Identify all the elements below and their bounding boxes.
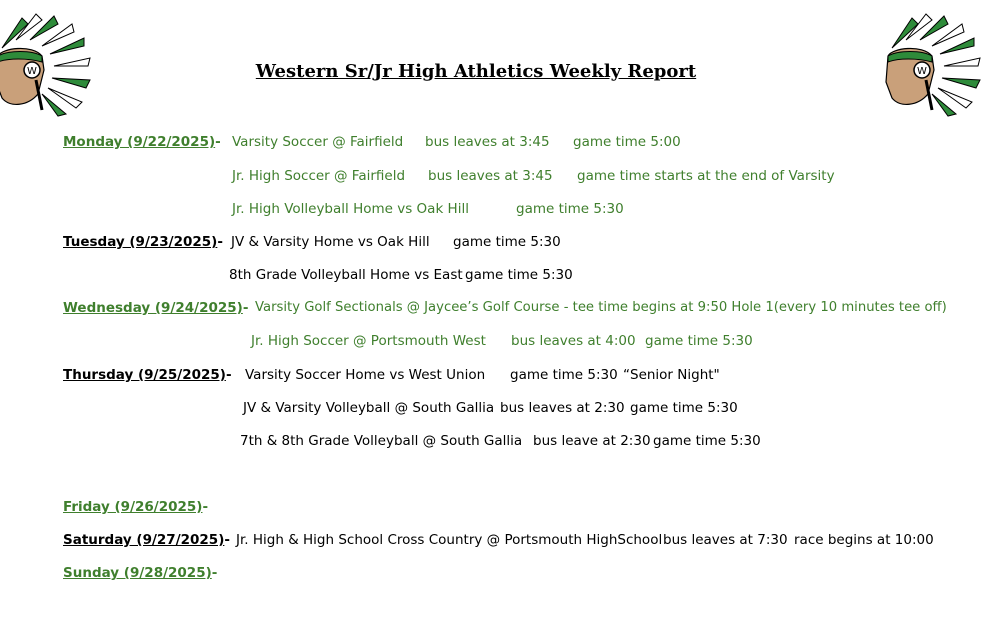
event-text: 8th Grade Volleyball Home vs East — [229, 267, 463, 283]
event-bus: bus leaves at 3:45 — [425, 134, 550, 150]
day-label-friday: Friday (9/26/2025) — [63, 499, 203, 515]
event-time: game time 5:30 — [516, 201, 624, 217]
event-note: race begins at 10:00 — [794, 532, 934, 548]
day-dash: - — [211, 565, 218, 581]
day-dash: - — [215, 134, 221, 150]
svg-text:W: W — [917, 66, 927, 77]
page-title: Western Sr/Jr High Athletics Weekly Report — [255, 61, 697, 82]
thursday-row-1 — [63, 366, 232, 384]
day-label-sunday: Sunday (9/28/2025) — [63, 565, 212, 581]
event-bus: bus leaves at 7:30 — [663, 532, 788, 548]
event-text: Varsity Soccer Home vs West Union — [245, 367, 486, 383]
event-time: game time 5:30 — [653, 433, 761, 449]
day-dash: - — [202, 499, 209, 515]
event-time: game time 5:30 — [630, 400, 738, 416]
tuesday-row-1 — [63, 233, 223, 251]
event-time: game time 5:30 — [510, 367, 618, 383]
event-text: JV & Varsity Volleyball @ South Gallia — [243, 400, 495, 416]
day-dash: - — [242, 300, 249, 316]
event-text: Varsity Golf Sectionals @ Jaycee’s Golf Course - tee time begins at 9:50 Hole 1(every 10 minutes tee off) — [255, 300, 947, 315]
saturday-row-1 — [63, 531, 230, 549]
friday-row-1 — [63, 498, 208, 516]
day-dash: - — [225, 367, 232, 383]
event-time: game time starts at the end of Varsity — [577, 168, 835, 184]
wednesday-row-1 — [63, 299, 248, 317]
day-dash: - — [224, 532, 230, 548]
event-text: Jr. High Soccer @ Fairfield — [232, 168, 406, 184]
event-note: “Senior Night" — [623, 367, 720, 383]
event-text: JV & Varsity Home vs Oak Hill — [231, 234, 430, 250]
event-bus: bus leaves at 3:45 — [428, 168, 553, 184]
day-label-wednesday: Wednesday (9/24/2025) — [63, 300, 243, 316]
day-label-saturday: Saturday (9/27/2025) — [63, 532, 225, 548]
event-bus: bus leave at 2:30 — [533, 433, 651, 449]
event-text: 7th & 8th Grade Volleyball @ South Gallia — [240, 433, 523, 449]
event-time: game time 5:30 — [645, 333, 753, 349]
event-bus: bus leaves at 4:00 — [511, 333, 636, 349]
event-text: Varsity Soccer @ Fairfield — [232, 134, 404, 150]
day-label-thursday: Thursday (9/25/2025) — [63, 367, 226, 383]
event-text: Jr. High Soccer @ Portsmouth West — [251, 333, 486, 349]
event-text: Jr. High Volleyball Home vs Oak Hill — [232, 201, 469, 217]
monday-row-1 — [63, 133, 221, 151]
day-label-monday: Monday (9/22/2025) — [63, 134, 216, 150]
day-label-tuesday: Tuesday (9/23/2025) — [63, 234, 218, 250]
svg-text:W: W — [27, 66, 37, 77]
sunday-row-1 — [63, 564, 217, 582]
event-time: game time 5:30 — [453, 234, 561, 250]
event-bus: bus leaves at 2:30 — [500, 400, 625, 416]
day-dash: - — [217, 234, 223, 250]
event-time: game time 5:00 — [573, 134, 681, 150]
event-time: game time 5:30 — [465, 267, 573, 283]
event-text: Jr. High & High School Cross Country @ Portsmouth HighSchool — [236, 532, 663, 548]
